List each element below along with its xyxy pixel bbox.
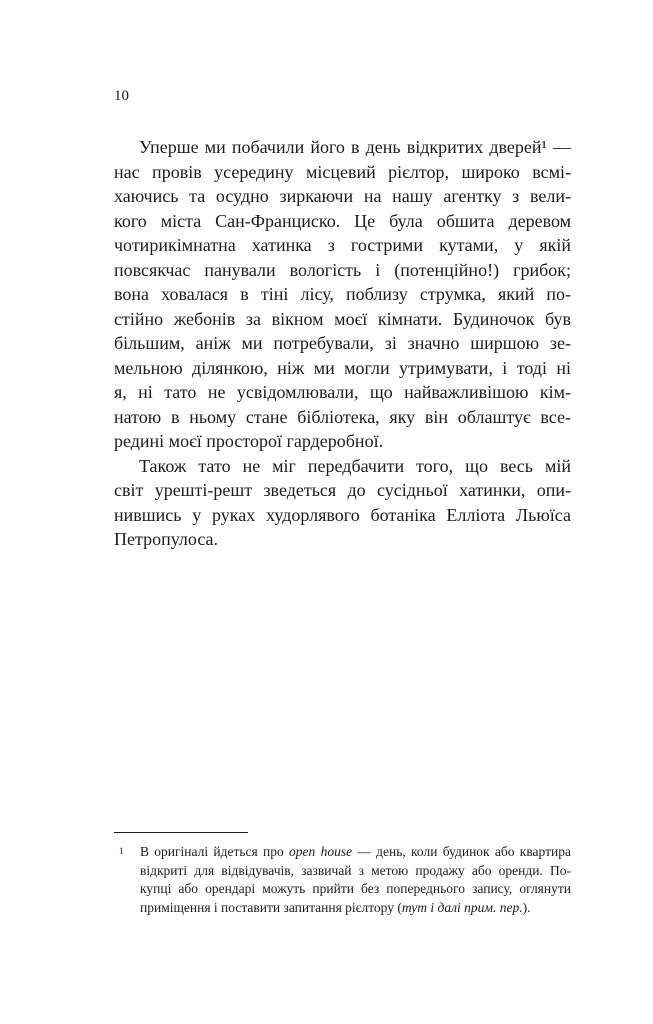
footnote-italic-segment: тут і далі прим. пер. xyxy=(401,899,523,915)
footnote-segment: В оригіналі йдеться про xyxy=(140,844,290,859)
text-line: нившись у руках худорлявого ботаніка Елліота Льюїса xyxy=(114,504,571,525)
footnote-line xyxy=(140,862,571,881)
text-line: світ урешті-решт зведеться до сусідньої хатинки, опи- xyxy=(114,480,571,500)
text-line: чотирикімнатна хатинка з гострими кутами, у якій xyxy=(114,235,571,255)
footnote-line xyxy=(140,880,571,899)
text-line: вона ховалася в тіні лісу, поблизу струмка, який по- xyxy=(114,284,571,304)
text-line: редині моєї просторої гардеробної. xyxy=(114,431,384,451)
footnote-body xyxy=(114,843,571,917)
text-line: стійно жебонів за вікном моєї кімнати. Будиночок був xyxy=(114,308,571,329)
text-line: Уперше ми побачили його в день відкритих дверей¹ — xyxy=(139,137,571,157)
paragraph xyxy=(114,454,571,552)
text-line: я, ні тато не усвідомлювали, що найважливішою кім- xyxy=(114,382,571,402)
page-number: 10 xyxy=(114,88,129,104)
footnote xyxy=(114,832,571,917)
text-line: натою в ньому стане бібліотека, яку він облаштує все- xyxy=(114,406,571,427)
footnote-text xyxy=(140,843,571,917)
footnote-line xyxy=(140,899,571,918)
footnote-segment: — день, коли будинок або квартира xyxy=(352,844,571,859)
footnote-segment: приміщення і поставити запитання рієлтору ( xyxy=(140,899,402,915)
footnote-segment: відкриті для відвідувачів, зазвичай з метою продажу або оренди. По- xyxy=(140,862,571,878)
text-line: нас провів усередину місцевий рієлтор, широко всмі- xyxy=(114,161,571,182)
footnote-line xyxy=(140,843,571,862)
text-line: повсякчас панували вологість і (потенційно!) грибок; xyxy=(114,259,571,280)
footnote-segment: купці або орендарі можуть прийти без попереднього запису, оглянути xyxy=(140,881,571,897)
footnote-marker: 1 xyxy=(119,847,124,857)
text-line: кого міста Сан-Франциско. Це була обшита деревом xyxy=(114,210,571,231)
footnote-divider xyxy=(114,832,248,833)
text-line: Також тато не міг передбачити того, що весь мій xyxy=(139,455,571,476)
footnote-italic-segment: open house xyxy=(289,844,353,859)
text-line: хаючись та осудно зиркаючи на нашу агентку з вели- xyxy=(114,186,571,206)
paragraph xyxy=(114,135,571,454)
text-line: більшим, аніж ми потребували, зі значно ширшою зе- xyxy=(114,333,571,353)
text-line: Петропулоса. xyxy=(114,529,219,549)
text-line: мельною ділянкою, ніж ми могли утримувати, і тоді ні xyxy=(114,357,571,378)
body-text xyxy=(114,135,571,552)
footnote-segment: ). xyxy=(522,899,531,915)
